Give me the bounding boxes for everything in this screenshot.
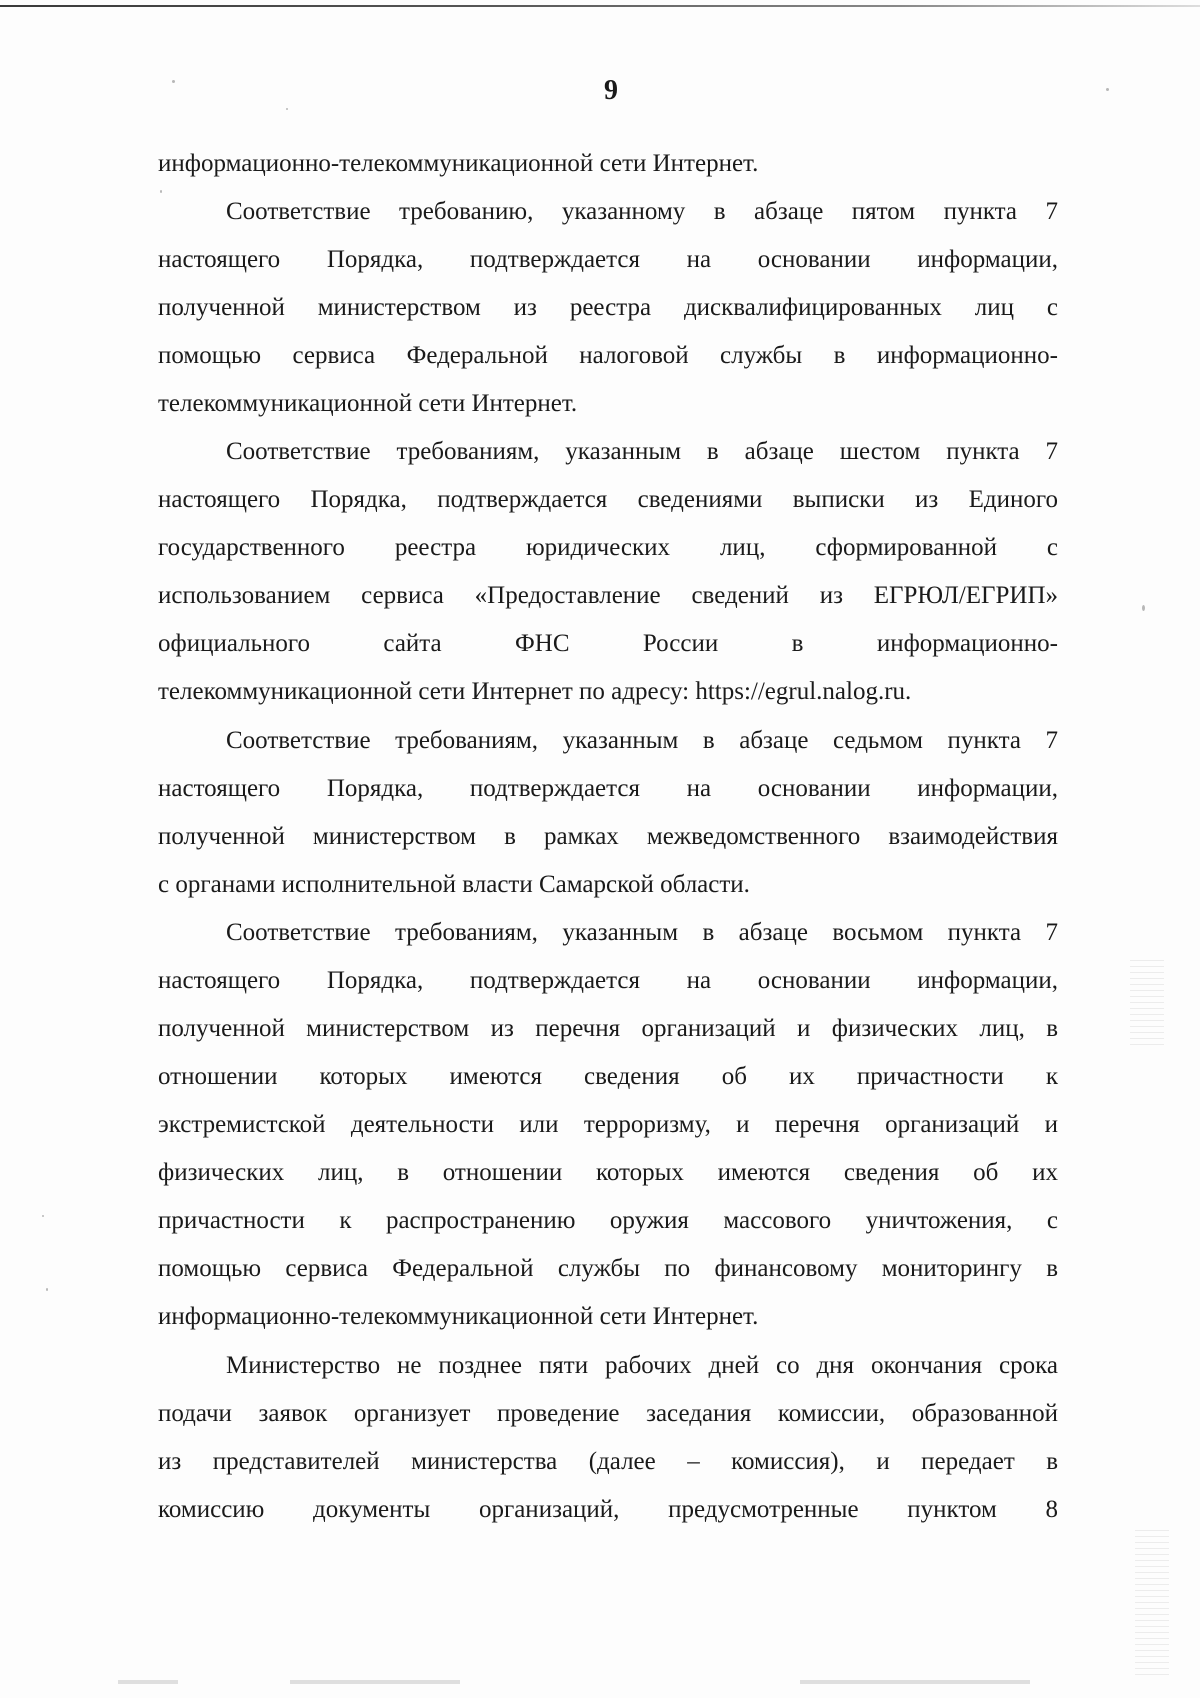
- text-line: телекоммуникационной сети Интернет по адресу: https://egrul.nalog.ru.: [158, 678, 912, 705]
- scan-bottom-noise: [118, 1680, 178, 1684]
- text-line: комиссию документы организаций, предусмотренные пунктом 8: [158, 1496, 1058, 1523]
- text-line: помощью сервиса Федеральной налоговой службы в информационно-: [158, 342, 1058, 369]
- text-line: Соответствие требованиям, указанным в абзаце седьмом пункта 7: [226, 727, 1058, 754]
- scan-top-edge: [0, 5, 1200, 7]
- text-line: информационно-телекоммуникационной сети Интернет.: [158, 150, 759, 177]
- page-number: 9: [604, 75, 618, 106]
- text-line: полученной министерством из реестра дисквалифицированных лиц с: [158, 294, 1058, 321]
- text-line: экстремистской деятельности или терроризму, и перечня организаций и: [158, 1111, 1058, 1138]
- text-line: с органами исполнительной власти Самарской области.: [158, 871, 750, 898]
- text-line: физических лиц, в отношении которых имеются сведения об их: [158, 1159, 1058, 1186]
- scan-bottom-noise: [290, 1680, 460, 1684]
- scan-edge-noise: [1130, 960, 1164, 1050]
- text-line: отношении которых имеются сведения об их причастности к: [158, 1063, 1058, 1090]
- scan-edge-noise: [1135, 1530, 1169, 1680]
- text-line: государственного реестра юридических лиц, сформированной с: [158, 534, 1058, 561]
- text-line: Министерство не позднее пяти рабочих дней со дня окончания срока: [226, 1352, 1058, 1379]
- text-line: полученной министерством в рамках межведомственного взаимодействия: [158, 823, 1058, 850]
- text-line: помощью сервиса Федеральной службы по финансовому мониторингу в: [158, 1255, 1058, 1282]
- text-line: настоящего Порядка, подтверждается на основании информации,: [158, 967, 1058, 994]
- text-line: из представителей министерства (далее – комиссия), и передает в: [158, 1448, 1058, 1475]
- text-line: полученной министерством из перечня организаций и физических лиц, в: [158, 1015, 1058, 1042]
- text-line: настоящего Порядка, подтверждается на основании информации,: [158, 246, 1058, 273]
- text-line: настоящего Порядка, подтверждается сведениями выписки из Единого: [158, 486, 1058, 513]
- text-line: Соответствие требованиям, указанным в абзаце восьмом пункта 7: [226, 919, 1058, 946]
- text-line: Соответствие требованию, указанному в абзаце пятом пункта 7: [226, 198, 1058, 225]
- scan-speck: [1142, 605, 1145, 611]
- text-line: Соответствие требованиям, указанным в абзаце шестом пункта 7: [226, 438, 1058, 465]
- text-line: информационно-телекоммуникационной сети Интернет.: [158, 1303, 759, 1330]
- scan-speck: [46, 1288, 48, 1291]
- text-line: телекоммуникационной сети Интернет.: [158, 390, 578, 417]
- text-line: причастности к распространению оружия массового уничтожения, с: [158, 1207, 1058, 1234]
- text-line: использованием сервиса «Предоставление сведений из ЕГРЮЛ/ЕГРИП»: [158, 582, 1058, 609]
- text-line: официального сайта ФНС России в информационно-: [158, 630, 1058, 657]
- scan-speck: [42, 1215, 44, 1217]
- text-line: подачи заявок организует проведение заседания комиссии, образованной: [158, 1400, 1058, 1427]
- scan-bottom-noise: [800, 1680, 1030, 1684]
- text-line: настоящего Порядка, подтверждается на основании информации,: [158, 775, 1058, 802]
- scan-speck: [160, 190, 162, 193]
